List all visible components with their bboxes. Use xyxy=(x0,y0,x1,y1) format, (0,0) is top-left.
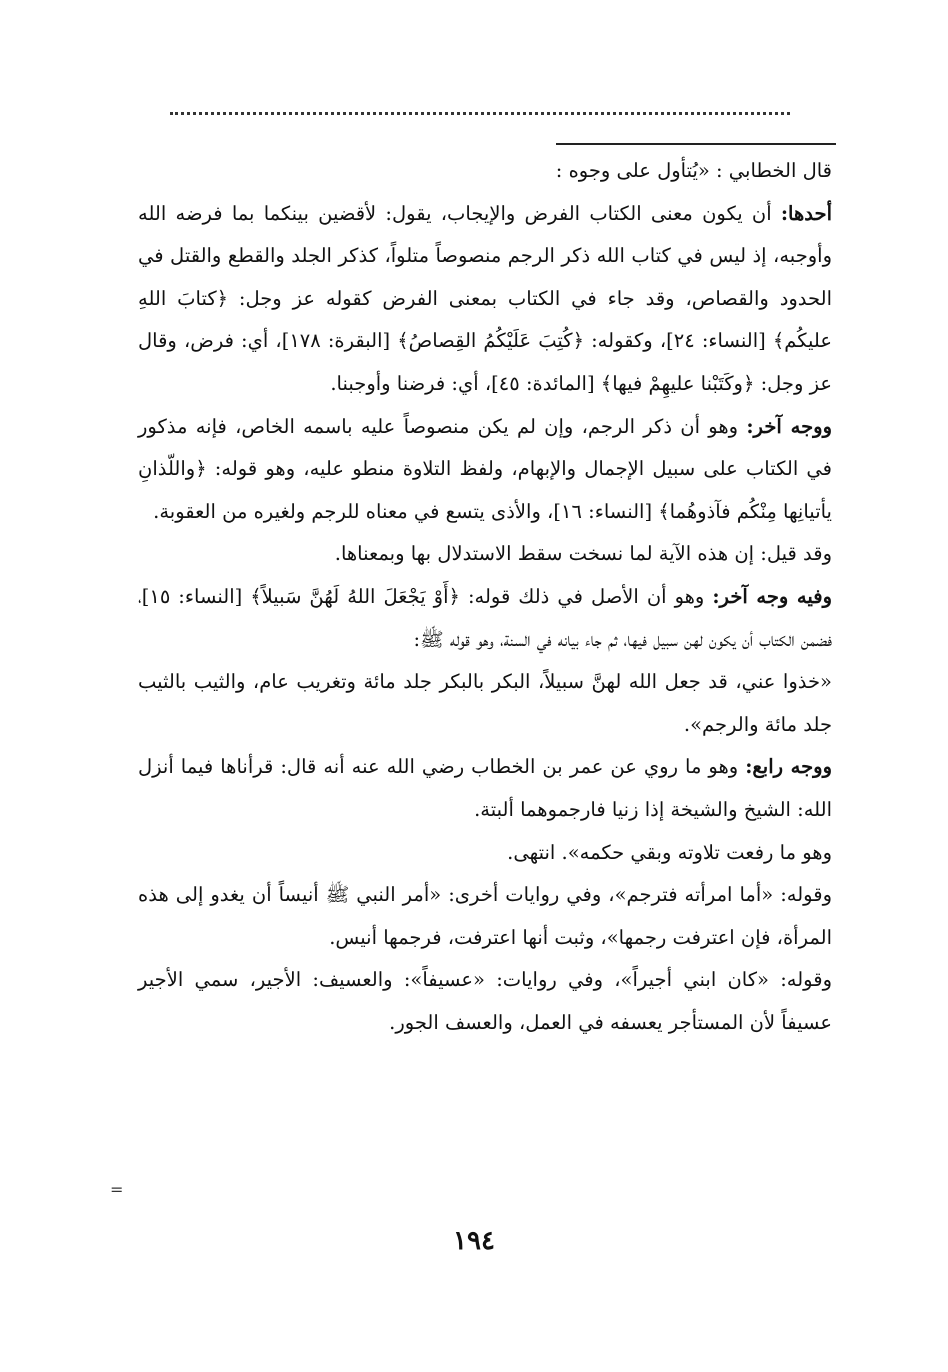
margin-mark: = xyxy=(110,1180,124,1199)
paragraph-hadith-quote: «خذوا عني، قد جعل الله لهنَّ سبيلاً، البكر بالبكر جلد مائة وتغريب عام، والثيب بالثيب جلد مائة والرجم». xyxy=(138,670,832,736)
paragraph-second-aspect: ووجه آخر: وهو أن ذكر الرجم، وإن لم يكن منصوصاً عليه باسمه الخاص، فإنه مذكور في الكتاب على سبيل الإجمال والإبهام، ولفظ التلاوة منطو عليه، وهو قوله: ﴿واللّذانِ يأتيانِها مِنْكُم فآذوهُما﴾ [النساء: ١٦]، والأذى يتسع في معناه للرجم ولغيره من العقوبة. xyxy=(138,414,832,523)
paragraph-stoning-report: وقوله: «أما امرأته فترجم»، وفي روايات أخرى: «أمر النبي ﷺ أنيساً أن يغدو إلى هذه المرأة، فإن اعترفت رجمها»، وثبت أنها اعترفت، فرجمها أنيس. xyxy=(138,883,832,949)
paragraph-abrogation-note: وقد قيل: إن هذه الآية لما نسخت سقط الاستدلال بها وبمعناها. xyxy=(334,542,832,566)
page-body xyxy=(138,150,832,1044)
header-dotted-rule xyxy=(170,112,790,115)
paragraph-intro: قال الخطابي : «يُتأول على وجوه : xyxy=(555,159,832,182)
page-number: ١٩٤ xyxy=(453,1226,495,1256)
paragraph-end-quote: وهو ما رفعت تلاوته وبقي حكمه». انتهى. xyxy=(507,840,832,864)
paragraph-first-aspect: أحدها: أن يكون معنى الكتاب الفرض والإيجاب، يقول: لأقضين بينكما بما فرضه الله وأوجبه، إذ ليس في كتاب الله ذكر الرجم منصوصاً متلواً، كذكر الجلد والقطع والقتل في الحدود والقصاص، وقد جاء في الكتاب بمعنى الفرض كقوله عز وجل: ﴿كتابَ اللهِ عليكُم﴾ [النساء: ٢٤]، وكقوله: ﴿كُتِبَ عَلَيْكُمُ القِصاصُ﴾ [البقرة: ١٧٨]، أي: فرض، وقال عز وجل: ﴿وكَتَبْنا عليهِمْ فيها﴾ [المائدة: ٤٥]، أي: فرضنا وأوجبنا. xyxy=(138,201,833,395)
paragraph-lead: أحدها: xyxy=(780,201,832,225)
paragraph-lead: ووجه رابع: xyxy=(745,755,832,779)
paragraph-hired-worker: وقوله: «كان ابني أجيراً»، وفي روايات: «عسيفاً»: والعسيف: الأجير، سمي الأجير عسيفاً لأن المستأجر يعسفه في العمل، والعسف الجور. xyxy=(138,968,832,1034)
paragraph-fourth-aspect: ووجه رابع: وهو ما روي عن عمر بن الخطاب رضي الله عنه أنه قال: قرأناها فيما أنزل الله: الشيخ والشيخة إذا زنيا فارجموهما ألبتة. xyxy=(138,755,832,821)
paragraph-lead: وفيه وجه آخر: xyxy=(712,584,832,608)
header-solid-rule xyxy=(556,143,836,145)
paragraph-third-aspect: وفيه وجه آخر: وهو أن الأصل في ذلك قوله: ﴿أَوْ يَجْعَلَ اللهُ لَهُنَّ سَبيلاً﴾ [النساء: ١٥]، فضمن الكتاب أن يكون لهن سبيل فيها، ثم جاء بيانه في السنة، وهو قوله ﷺ: xyxy=(138,584,832,651)
paragraph-lead: ووجه آخر: xyxy=(746,414,832,438)
